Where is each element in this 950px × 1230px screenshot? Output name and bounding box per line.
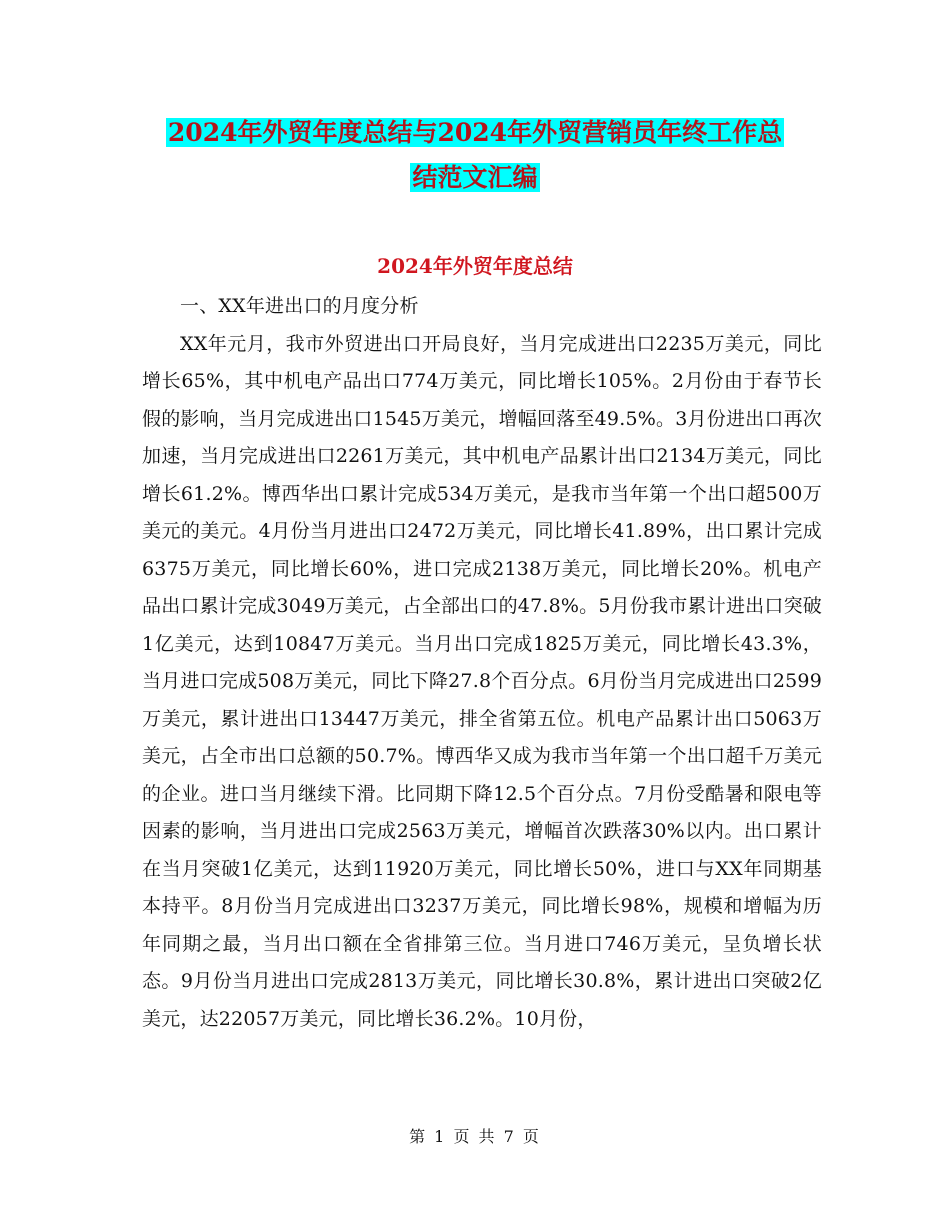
section-title: 2024年外贸年度总结 bbox=[377, 254, 573, 278]
document-body bbox=[142, 288, 822, 1038]
heading-monthly-analysis: 一、XX年进出口的月度分析 bbox=[180, 295, 419, 317]
document-title-line-1: 2024年外贸年度总结与2024年外贸营销员年终工作总 bbox=[167, 118, 783, 147]
paragraph-monthly-analysis: XX年元月，我市外贸进出口开局良好，当月完成进出口2235万美元，同比增长65%，其中机电产品出口774万美元，同比增长105%。2月份由于春节长假的影响，当月完成进出口1545万美元，增幅回落至49.5%。3月份进出口再次加速，当月完成进出口2261万美元，其中机电产品累计出口2134万美元，同比增长61.2%。博西华出口累计完成534万美元，是我市当年第一个出口超500万美元的美元。4月份当月进出口2472万美元，同比增长41.89%，出口累计完成6375万美元，同比增长60%，进口完成2138万美元，同比增长20%。机电产品出口累计完成3049万美元，占全部出口的47.8%。5月份我市累计进出口突破1亿美元，达到10847万美元。当月出口完成1825万美元，同比增长43.3%，当月进口完成508万美元，同比下降27.8个百分点。6月份当月完成进出口2599万美元，累计进出口13447万美元，排全省第五位。机电产品累计出口5063万美元，占全市出口总额的50.7%。博西华又成为我市当年第一个出口超千万美元的企业。进口当月继续下滑。比同期下降12.5个百分点。7月份受酷暑和限电等因素的影响，当月进出口完成2563万美元，增幅首次跌落30%以内。出口累计在当月突破1亿美元，达到11920万美元，同比增长50%，进口与XX年同期基本持平。8月份当月完成进出口3237万美元，同比增长98%，规模和增幅为历年同期之最，当月出口额在全省排第三位。当月进口746万美元，呈负增长状态。9月份当月进出口完成2813万美元，同比增长30.8%，累计进出口突破2亿美元，达22057万美元，同比增长36.2%。10月份， bbox=[142, 332, 822, 1030]
document-title bbox=[0, 110, 950, 200]
page-number-footer: 第 1 页 共 7 页 bbox=[409, 1127, 541, 1146]
document-title-line-2: 结范文汇编 bbox=[412, 163, 538, 192]
